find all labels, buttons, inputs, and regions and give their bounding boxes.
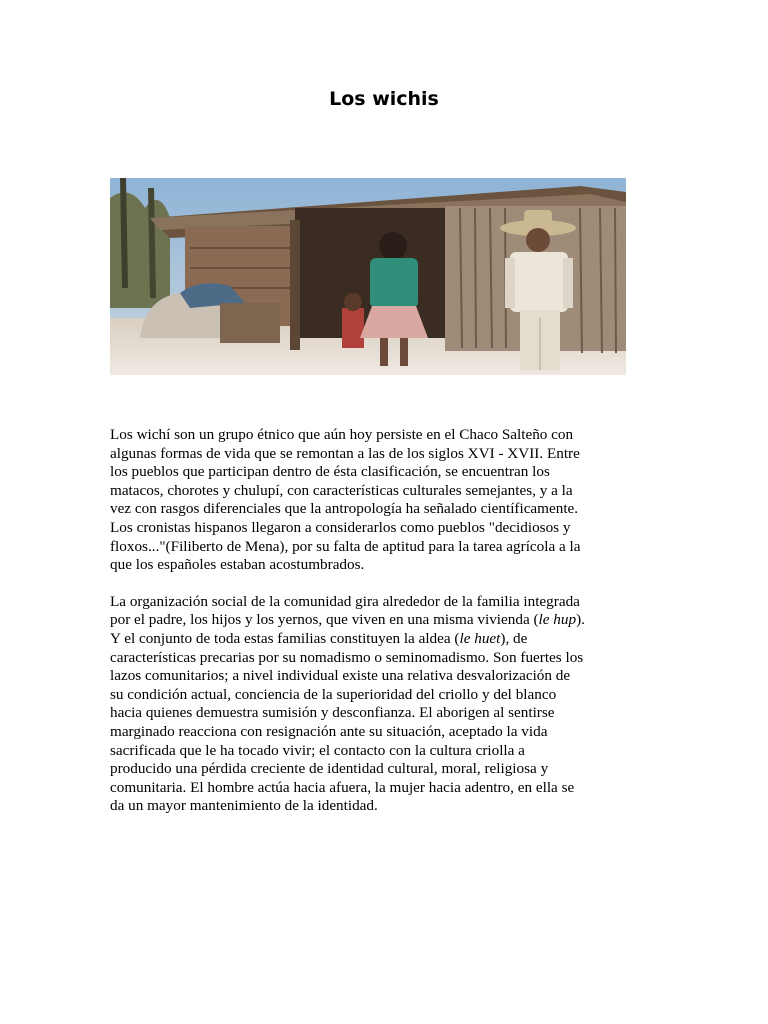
text-line: matacos, chorotes y chulupí, con características culturales semejantes, y a la [110, 481, 573, 499]
text-line: su condición actual, conciencia de la superioridad del criollo y del blanco [110, 685, 557, 703]
text-line: Los wichí son un grupo étnico que aún hoy persiste en el Chaco Salteño con [110, 426, 574, 443]
text-segment: por el padre, los hijos y los yernos, que viven en una misma vivienda ( [110, 611, 539, 629]
wichi-family-photo [110, 178, 626, 375]
paragraph-1 [110, 426, 658, 575]
italic-term-le-huet: le huet [459, 629, 501, 647]
paragraph-2 [110, 593, 658, 816]
page-title: Los wichis [329, 88, 439, 110]
text-segment: ), de [500, 629, 528, 647]
article-body [110, 426, 658, 834]
text-line: da un mayor mantenimiento de la identidad. [110, 797, 378, 815]
text-segment: ). [576, 611, 585, 629]
text-line: producido una pérdida creciente de identidad cultural, moral, religiosa y [110, 760, 549, 778]
text-line: Los cronistas hispanos llegaron a considerarlos como pueblos "decidiosos y [110, 518, 571, 536]
text-line: sacrificada que le ha tocado vivir; el contacto con la cultura criolla a [110, 741, 525, 759]
text-line: hacia quienes demuestra sumisión y desconfianza. El aborigen al sentirse [110, 704, 555, 722]
text-line: los pueblos que participan dentro de ésta clasificación, se encuentran los [110, 463, 550, 481]
text-line: lazos comunitarios; a nivel individual existe una relativa desvalorización de [110, 667, 571, 685]
italic-term-le-hup: le hup [538, 611, 577, 629]
text-line: La organización social de la comunidad gira alrededor de la familia integrada [110, 592, 580, 610]
text-line: floxos..."(Filiberto de Mena), por su falta de aptitud para la tarea agrícola a la [110, 537, 581, 555]
text-line [110, 611, 658, 630]
text-line: comunitaria. El hombre actúa hacia afuera, la mujer hacia adentro, en ella se [110, 778, 575, 796]
text-segment: Y el conjunto de toda estas familias constituyen la aldea ( [110, 629, 460, 647]
text-line: características precarias por su nomadismo o seminomadismo. Son fuertes los [110, 648, 584, 666]
text-line: que los españoles estaban acostumbrados. [110, 556, 365, 574]
text-line: algunas formas de vida que se remontan a las de los siglos XVI - XVII. Entre [110, 444, 580, 462]
text-line: marginado reacciona con resignación ante su situación, aceptado la vida [110, 722, 548, 740]
text-line [110, 630, 658, 649]
text-line: vez con rasgos diferenciales que la antropología ha señalado científicamente. [110, 500, 579, 518]
